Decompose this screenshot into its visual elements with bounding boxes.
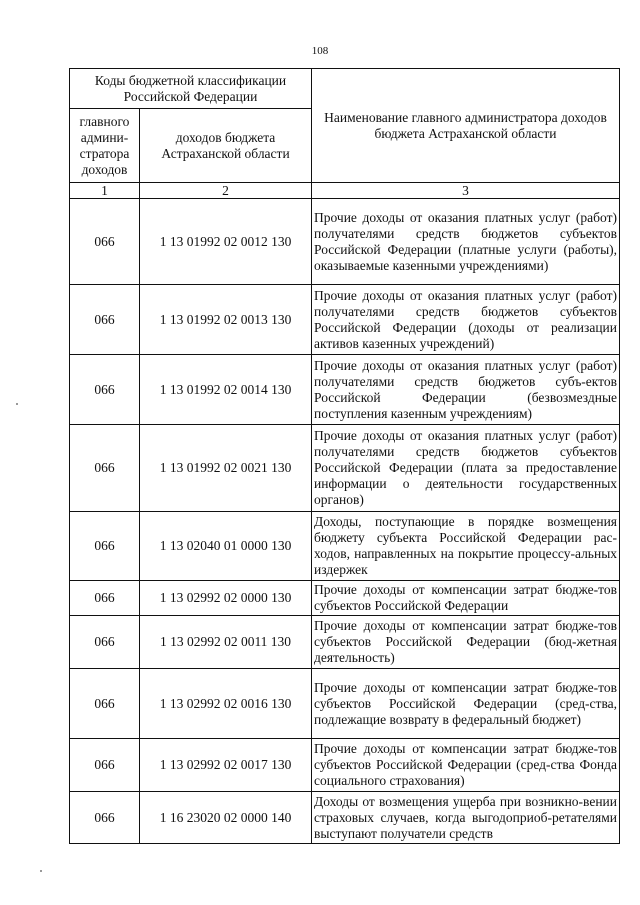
column-number: 1 bbox=[70, 183, 140, 199]
admin-code-cell: 066 bbox=[70, 792, 140, 844]
income-code-cell: 1 13 02992 02 0011 130 bbox=[140, 616, 312, 669]
income-name-text: Прочие доходы от компенсации затрат бюдже-тов субъектов Российской Федерации (бюд-жетная деятельность) bbox=[314, 618, 618, 665]
income-code-cell: 1 16 23020 02 0000 140 bbox=[140, 792, 312, 844]
income-name-cell bbox=[312, 581, 620, 616]
admin-code-cell: 066 bbox=[70, 512, 140, 581]
income-name-cell bbox=[312, 512, 620, 581]
income-code-cell: 1 13 01992 02 0013 130 bbox=[140, 285, 312, 355]
header-row-top bbox=[70, 69, 620, 109]
income-name-text: Прочие доходы от оказания платных услуг (работ) получателями средств бюджетов субъектов Российской Федерации (платные услуги (работы), оказываемые казенными учреждениями) bbox=[314, 209, 618, 273]
income-name-text: Прочие доходы от компенсации затрат бюдже-тов субъектов Российской Федерации bbox=[314, 582, 618, 613]
admin-code-cell: 066 bbox=[70, 425, 140, 512]
table-row bbox=[70, 355, 620, 425]
income-name-cell bbox=[312, 355, 620, 425]
table-row bbox=[70, 669, 620, 739]
table-row bbox=[70, 616, 620, 669]
income-name-text: Прочие доходы от оказания платных услуг (работ) получателями средств бюджетов субъ-ектов Российской Федерации (безвозмездные поступления казенным учреждениям) bbox=[314, 357, 618, 421]
column-number: 3 bbox=[312, 183, 620, 199]
header-name-column: Наименование главного администратора доходов бюджета Астраханской области bbox=[312, 69, 620, 183]
income-name-text: Прочие доходы от оказания платных услуг (работ) получателями средств бюджетов субъектов Российской Федерации (плата за предоставление информации о деятельности государственных органов) bbox=[314, 428, 618, 507]
admin-code-cell: 066 bbox=[70, 616, 140, 669]
column-number: 2 bbox=[140, 183, 312, 199]
income-name-cell bbox=[312, 792, 620, 844]
header-code-column: доходов бюджета Астраханской области bbox=[140, 109, 312, 183]
scan-speck bbox=[40, 870, 42, 872]
income-name-cell bbox=[312, 616, 620, 669]
income-code-cell: 1 13 02992 02 0017 130 bbox=[140, 739, 312, 792]
income-name-text: Прочие доходы от компенсации затрат бюдже-тов субъектов Российской Федерации (сред-ства, подлежащие возврату в федеральный бюджет) bbox=[314, 679, 618, 727]
admin-code-cell: 066 bbox=[70, 355, 140, 425]
income-name-text: Доходы, поступающие в порядке возмещения бюджету субъекта Российской Федерации рас-ходов, направленных на покрытие процессу-альных издержек bbox=[314, 514, 618, 577]
admin-code-cell: 066 bbox=[70, 199, 140, 285]
income-code-cell: 1 13 01992 02 0021 130 bbox=[140, 425, 312, 512]
income-code-cell: 1 13 01992 02 0012 130 bbox=[140, 199, 312, 285]
budget-classification-table bbox=[69, 68, 620, 844]
table-row bbox=[70, 425, 620, 512]
income-name-cell bbox=[312, 669, 620, 739]
column-number-row bbox=[70, 183, 620, 199]
income-name-text: Доходы от возмещения ущерба при возникно-вении страховых случаев, когда выгодоприоб-ретателями выступают получатели средств bbox=[314, 793, 618, 841]
admin-code-cell: 066 bbox=[70, 669, 140, 739]
header-group-title: Коды бюджетной классификации Российской Федерации bbox=[70, 69, 312, 109]
income-name-cell bbox=[312, 199, 620, 285]
income-name-cell bbox=[312, 739, 620, 792]
income-code-cell: 1 13 02992 02 0016 130 bbox=[140, 669, 312, 739]
scan-speck bbox=[16, 403, 18, 405]
table-row bbox=[70, 739, 620, 792]
table-row bbox=[70, 512, 620, 581]
income-name-text: Прочие доходы от компенсации затрат бюдже-тов субъектов Российской Федерации (сред-ства Фонда социального страхования) bbox=[314, 741, 618, 788]
income-code-cell: 1 13 02040 01 0000 130 bbox=[140, 512, 312, 581]
income-name-text: Прочие доходы от оказания платных услуг (работ) получателями средств бюджетов субъектов Российской Федерации (доходы от реализации активов казенных учреждений) bbox=[314, 287, 618, 351]
admin-code-cell: 066 bbox=[70, 581, 140, 616]
admin-code-cell: 066 bbox=[70, 285, 140, 355]
income-name-cell bbox=[312, 285, 620, 355]
table-row bbox=[70, 199, 620, 285]
page-number: 108 bbox=[311, 45, 329, 57]
income-name-cell bbox=[312, 425, 620, 512]
header-admin-column: главного админи-стратора доходов bbox=[70, 109, 140, 183]
table-row bbox=[70, 581, 620, 616]
table-row bbox=[70, 792, 620, 844]
admin-code-cell: 066 bbox=[70, 739, 140, 792]
table-row bbox=[70, 285, 620, 355]
income-code-cell: 1 13 01992 02 0014 130 bbox=[140, 355, 312, 425]
income-code-cell: 1 13 02992 02 0000 130 bbox=[140, 581, 312, 616]
